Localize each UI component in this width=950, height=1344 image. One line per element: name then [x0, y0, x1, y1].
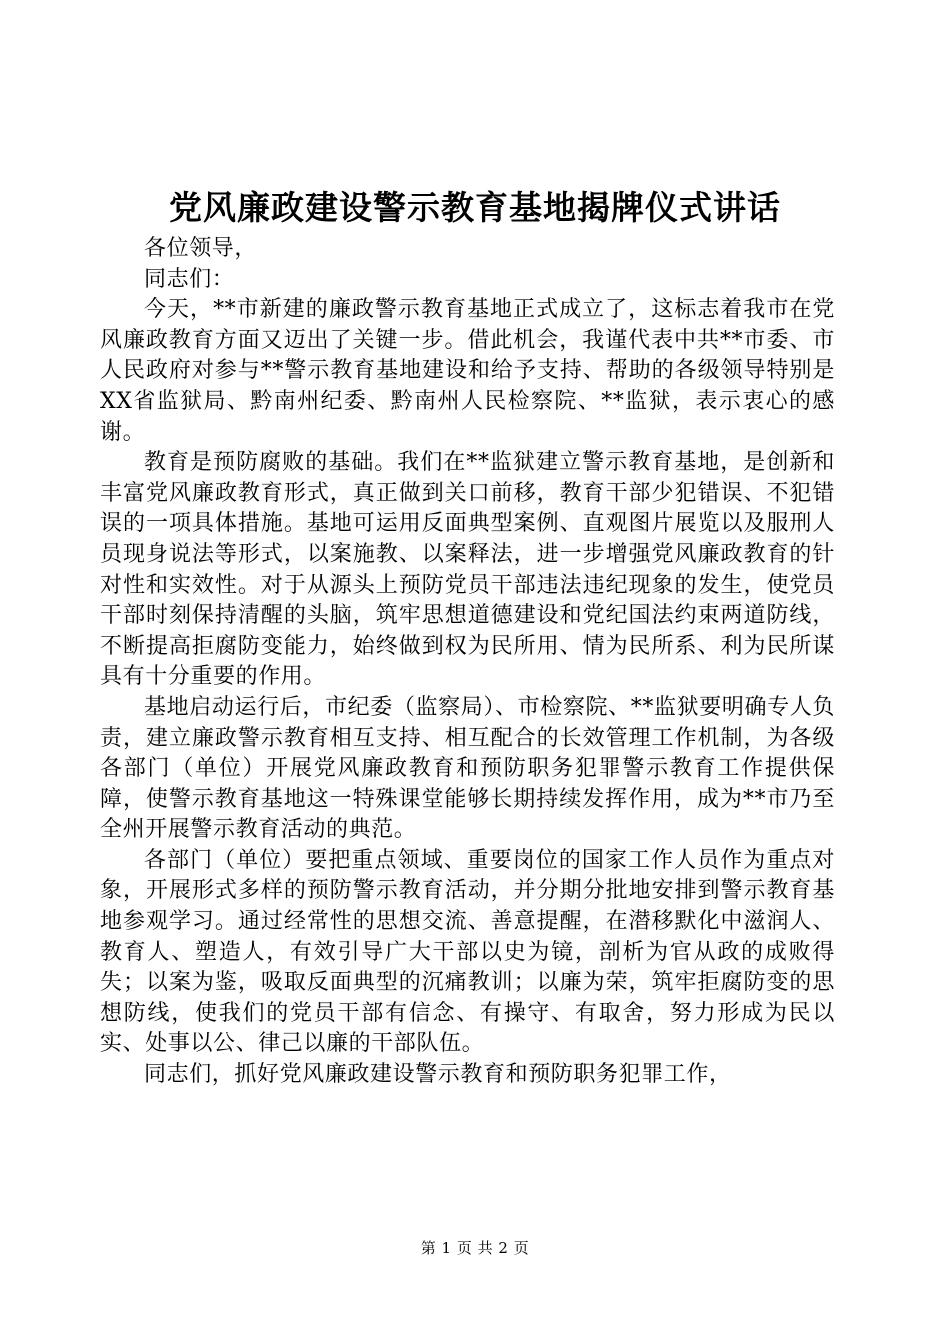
salutation-comrades: 同志们：: [144, 266, 235, 292]
document-title: 党风廉政建设警示教育基地揭牌仪式讲话: [169, 188, 781, 227]
document-body: [100, 234, 835, 1091]
paragraph: 同志们，抓好党风廉政建设警示教育和预防职务犯罪工作，: [144, 1062, 732, 1088]
paragraph: 教育是预防腐败的基础。我们在**监狱建立警示教育基地，是创新和丰富党风廉政教育形式，真正做到关口前移，教育干部少犯错误、不犯错误的一项具体措施。基地可运用反面典型案例、直观图片展览以及服刑人员现身说法等形式，以案施教、以案释法，进一步增强党风廉政教育的针对性和实效性。对于从源头上预防党员干部违法违纪现象的发生，使党员干部时刻保持清醒的头脑，筑牢思想道德建设和党纪国法约束两道防线，不断提高拒腐防变能力，始终做到权为民所用、情为民所系、利为民所谋具有十分重要的作用。: [100, 450, 835, 690]
page-number-footer: 第 1 页 共 2 页: [420, 1239, 530, 1257]
paragraph: 各部门（单位）要把重点领域、重要岗位的国家工作人员作为重点对象，开展形式多样的预防警示教育活动，并分期分批地安排到警示教育基地参观学习。通过经常性的思想交流、善意提醒，在潜移默化中滋润人、教育人、塑造人，有效引导广大干部以史为镜，剖析为官从政的成败得失；以案为鉴，吸取反面典型的沉痛教训；以廉为荣，筑牢拒腐防变的思想防线，使我们的党员干部有信念、有操守、有取舍，努力形成为民以实、处事以公、律己以廉的干部队伍。: [100, 847, 835, 1057]
paragraph: 今天，**市新建的廉政警示教育基地正式成立了，这标志着我市在党风廉政教育方面又迈出了关键一步。借此机会，我谨代表中共**市委、市人民政府对参与**警示教育基地建设和给予支持、帮助的各级领导特别是XX省监狱局、黔南州纪委、黔南州人民检察院、**监狱，表示衷心的感谢。: [100, 297, 835, 445]
salutation-leaders: 各位领导，: [144, 236, 258, 261]
paragraph: 基地启动运行后，市纪委（监察局）、市检察院、**监狱要明确专人负责，建立廉政警示教育相互支持、相互配合的长效管理工作机制，为各级各部门（单位）开展党风廉政教育和预防职务犯罪警示教育工作提供保障，使警示教育基地这一特殊课堂能够长期持续发挥作用，成为**市乃至全州开展警示教育活动的典范。: [100, 694, 835, 843]
